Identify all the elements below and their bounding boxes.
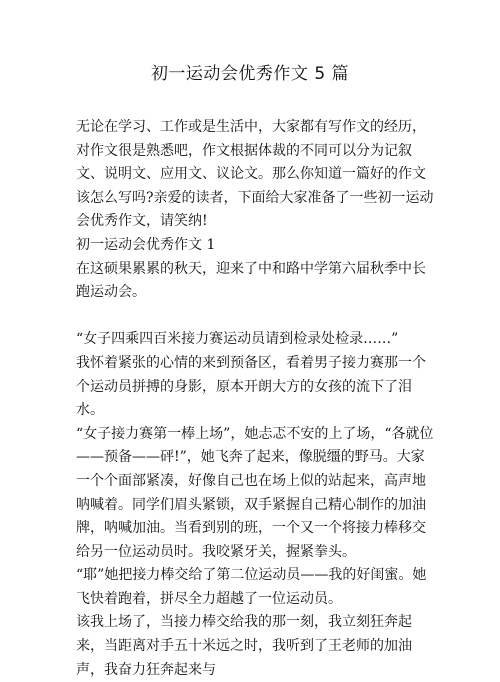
essay-heading: 初一运动会优秀作文 1	[76, 236, 216, 253]
blank-line	[76, 305, 436, 329]
document-body	[76, 116, 436, 682]
intro-paragraph: 无论在学习、工作或是生活中，大家都有写作文的经历，对作文很是熟悉吧，作文根据体裁的不同可以分为记叙文、说明文、应用文、议论文。那么你知道一篇好的作文该怎么写吗?亲爱的读者，下面给大家准备了一些初一运动会优秀作文，请笑纳!	[76, 119, 434, 230]
document-title: 初一运动会优秀作文 5 篇	[150, 64, 350, 84]
essay-paragraph: “耶”她把接力棒交给了第二位运动员——我的好闺蜜。她飞快着跑着，拼尽全力超越了一位运动员。	[76, 567, 427, 607]
essay-paragraph: 在这硕果累累的秋天，迎来了中和路中学第六届秋季中长跑运动会。	[76, 260, 426, 301]
essay-paragraph: “女子四乘四百米接力赛运动员请到检录处检录……”	[76, 331, 399, 348]
essay-paragraph: 我怀着紧张的心情的来到预备区，看着男子接力赛那一个个运动员拼搏的身影，原本开朗大方的女孩的流下了泪水。	[76, 354, 426, 419]
essay-paragraph: “女子接力赛第一棒上场”，她忐忑不安的上了场，“各就位——预备——砰!”，她飞奔了起来，像脱缰的野马。大家一个个面部紧凑，好像自己也在场上似的站起来，高声地呐喊着。同学们眉头紧锁，双手紧握自己精心制作的加油牌，呐喊加油。当看到别的班，一个又一个将接力棒移交给另一位运动员时。我咬紧牙关，握紧拳头。	[76, 425, 434, 560]
essay-paragraph: 该我上场了，当接力棒交给我的那一刻，我立刻狂奔起来，当距离对手五十米远之时，我听到了王老师的加油声，我奋力狂奔起来与	[76, 614, 412, 678]
